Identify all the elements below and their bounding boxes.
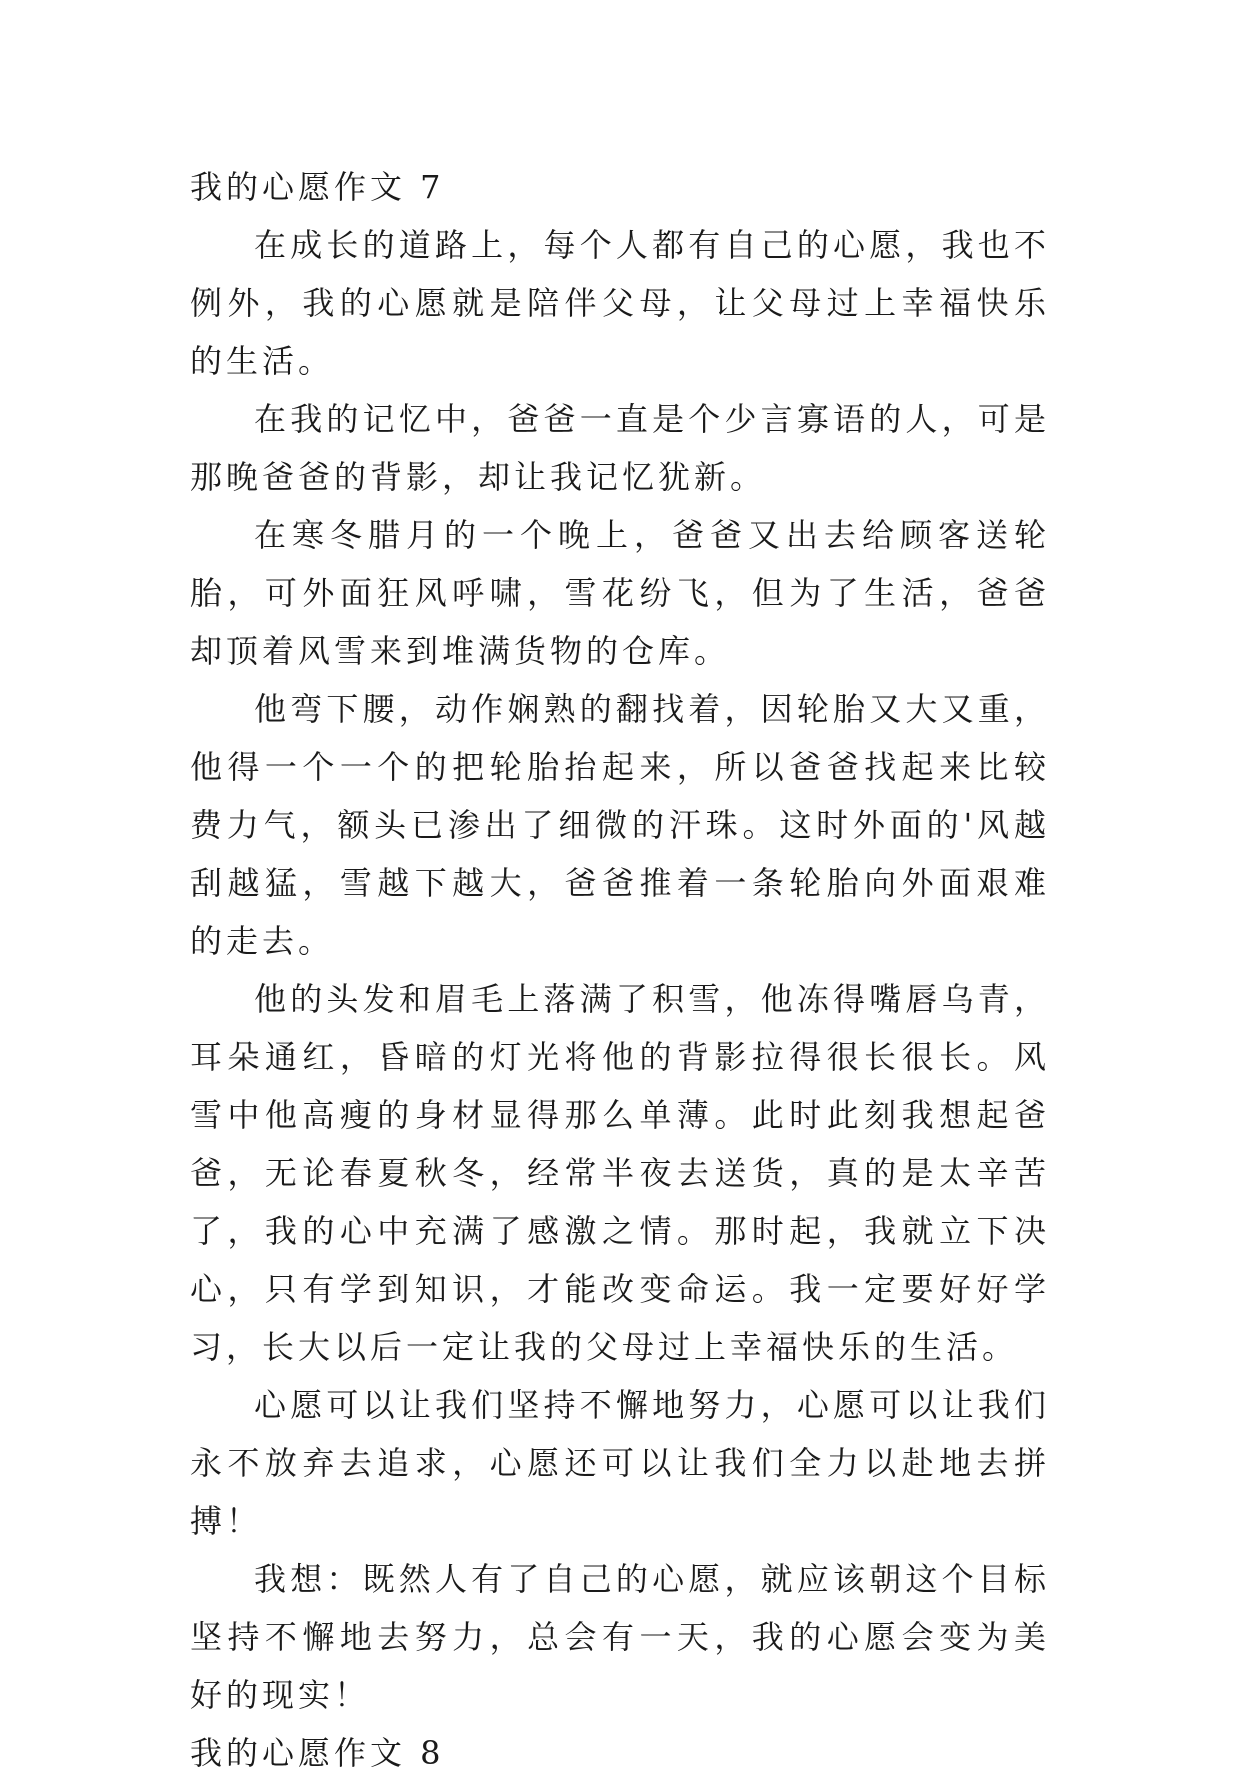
paragraph-4: 他弯下腰，动作娴熟的翻找着，因轮胎又大又重，他得一个一个的把轮胎抬起来，所以爸爸找起来比较费力气，额头已渗出了细微的汗珠。这时外面的'风越刮越猛，雪越下越大，爸爸推着一条轮胎向外面艰难的走去。 bbox=[190, 690, 1050, 960]
paragraph-5: 他的头发和眉毛上落满了积雪，他冻得嘴唇乌青，耳朵通红，昏暗的灯光将他的背影拉得很长很长。风雪中他高瘦的身材显得那么单薄。此时此刻我想起爸爸，无论春夏秋冬，经常半夜去送货，真的是太辛苦了，我的心中充满了感激之情。那时起，我就立下决心，只有学到知识，才能改变命运。我一定要好好学习，长大以后一定让我的父母过上幸福快乐的生活。 bbox=[190, 980, 1050, 1366]
essay-title-7: 我的心愿作文 7 bbox=[190, 168, 445, 206]
paragraph-2: 在我的记忆中，爸爸一直是个少言寡语的人，可是那晚爸爸的背影，却让我记忆犹新。 bbox=[190, 400, 1050, 496]
paragraph-3: 在寒冬腊月的一个晚上，爸爸又出去给顾客送轮胎，可外面狂风呼啸，雪花纷飞，但为了生活，爸爸却顶着风雪来到堆满货物的仓库。 bbox=[190, 516, 1050, 670]
essay-title-8: 我的心愿作文 8 bbox=[190, 1734, 445, 1772]
document-page bbox=[190, 158, 1050, 1782]
paragraph-6: 心愿可以让我们坚持不懈地努力，心愿可以让我们永不放弃去追求，心愿还可以让我们全力以赴地去拼搏！ bbox=[190, 1386, 1050, 1540]
paragraph-7: 我想：既然人有了自己的心愿，就应该朝这个目标坚持不懈地去努力，总会有一天，我的心愿会变为美好的现实！ bbox=[190, 1560, 1050, 1714]
paragraph-1: 在成长的道路上，每个人都有自己的心愿，我也不例外，我的心愿就是陪伴父母，让父母过上幸福快乐的生活。 bbox=[190, 226, 1050, 380]
